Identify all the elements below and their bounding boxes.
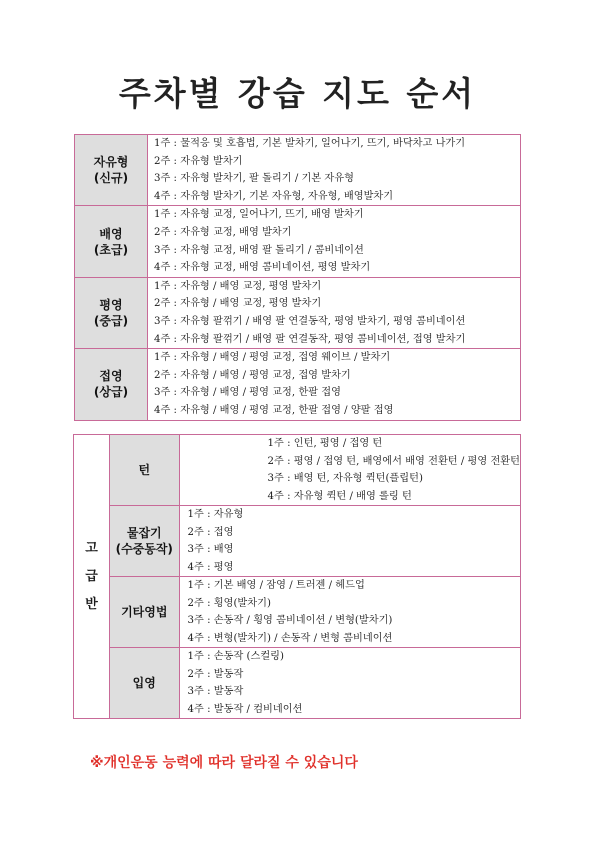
skill-label — [109, 435, 179, 506]
week-line: 3주 : 자유형 발차기, 팔 돌리기 / 기본 자유형 — [154, 173, 354, 185]
table-row — [75, 277, 521, 348]
advanced-label-char: 반 — [85, 596, 98, 612]
week-line: 2주 : 자유형 / 배영 / 평영 교정, 접영 발차기 — [154, 369, 351, 381]
level-grade: (상급) — [93, 385, 129, 400]
skill-name: 기타영법 — [121, 605, 168, 619]
skill-label — [109, 648, 179, 719]
week-line: 2주 : 자유형 교정, 배영 발차기 — [154, 226, 292, 238]
week-line: 1주 : 인턴, 평영 / 접영 턴 — [267, 438, 383, 449]
week-line: 2주 : 자유형 발차기 — [154, 155, 243, 167]
skill-label — [109, 577, 179, 648]
level-grade: (중급) — [93, 313, 129, 328]
advanced-label-char: 급 — [85, 568, 98, 584]
table-row — [75, 135, 521, 206]
level-name: 자유형 — [93, 155, 129, 170]
week-line: 4주 : 자유형 교정, 배영 콤비네이션, 평영 발차기 — [154, 262, 371, 274]
table-row — [74, 648, 521, 719]
level-grade: (초급) — [93, 242, 129, 257]
week-line: 1주 : 자유형 / 배영 교정, 평영 발차기 — [154, 280, 322, 292]
week-line: 3주 : 손동작 / 횡영 콤비네이션 / 변형(발차기) — [187, 615, 393, 626]
week-line: 2주 : 자유형 / 배영 교정, 평영 발차기 — [154, 298, 322, 310]
level-label — [75, 277, 148, 348]
week-line: 1주 : 자유형 — [187, 509, 244, 520]
week-line: 2주 : 횡영(발차기) — [187, 597, 271, 609]
week-line: 4주 : 자유형 팔꺾기 / 배영 팔 연결동작, 평영 콤비네이션, 접영 발차기 — [154, 333, 466, 345]
week-line: 3주 : 자유형 교정, 배영 팔 돌리기 / 콤비네이션 — [154, 244, 364, 256]
advanced-schedule-table — [73, 434, 521, 719]
table-row — [74, 435, 521, 506]
week-line: 3주 : 자유형 / 배영 / 평영 교정, 한팔 접영 — [154, 387, 341, 399]
level-label — [75, 206, 148, 277]
week-line: 3주 : 배영 — [187, 544, 234, 555]
week-line: 2주 : 평영 / 접영 턴, 배영에서 배영 전환턴 / 평영 전환턴 — [267, 455, 520, 467]
level-label — [75, 135, 148, 206]
table-row — [75, 349, 521, 420]
skill-label — [109, 506, 179, 577]
beginner-schedule-table — [74, 134, 521, 421]
week-list — [179, 577, 520, 648]
skill-name: 물잡기 — [126, 526, 162, 540]
level-grade: (신규) — [93, 171, 129, 186]
week-line: 2주 : 발동작 — [187, 668, 244, 680]
week-line: 3주 : 자유형 팔꺾기 / 배영 팔 연결동작, 평영 발차기, 평영 콤비네이션 — [154, 315, 466, 327]
level-name: 배영 — [99, 226, 123, 241]
advanced-class-label — [74, 435, 110, 719]
ability-notice: ※개인운동 능력에 따라 달라질 수 있습니다 — [90, 755, 358, 771]
week-line: 4주 : 평영 — [187, 561, 234, 573]
week-line: 4주 : 자유형 퀵턴 / 배영 롤링 턴 — [267, 490, 412, 502]
table-row — [75, 206, 521, 277]
week-list — [148, 206, 521, 277]
week-line: 1주 : 자유형 / 배영 / 평영 교정, 접영 웨이브 / 발차기 — [154, 352, 391, 364]
week-line: 4주 : 자유형 / 배영 / 평영 교정, 한팔 접영 / 양팔 접영 — [154, 404, 394, 416]
table-row — [74, 577, 521, 648]
week-list — [179, 506, 520, 577]
week-list — [179, 648, 520, 719]
page-title: 주차별 강습 지도 순서 — [118, 74, 477, 113]
week-list — [148, 277, 521, 348]
level-name: 평영 — [99, 297, 123, 312]
level-label — [75, 349, 148, 420]
week-line: 4주 : 자유형 발차기, 기본 자유형, 자유형, 배영발차기 — [154, 190, 394, 202]
skill-name: 턴 — [138, 463, 151, 477]
skill-subname: (수중동작) — [115, 542, 173, 556]
week-line: 2주 : 접영 — [187, 526, 234, 538]
week-list — [179, 435, 520, 506]
table-row — [74, 506, 521, 577]
week-line: 3주 : 배영 턴, 자유형 퀵턴(플립턴) — [267, 473, 423, 484]
week-line: 1주 : 자유형 교정, 일어나기, 뜨기, 배영 발차기 — [154, 209, 364, 221]
advanced-label-char: 고 — [85, 540, 98, 556]
skill-name: 입영 — [132, 676, 156, 690]
week-line: 4주 : 변형(발차기) / 손동작 / 변형 콤비네이션 — [187, 632, 393, 644]
week-line: 1주 : 물적응 및 호흡법, 기본 발차기, 일어나기, 뜨기, 바닥차고 나가기 — [154, 138, 466, 149]
week-list — [148, 349, 521, 420]
level-name: 접영 — [99, 369, 123, 384]
week-line: 1주 : 기본 배영 / 잠영 / 트러젠 / 헤드업 — [187, 580, 365, 591]
week-list — [148, 135, 521, 206]
week-line: 1주 : 손동작 (스컬링) — [187, 651, 284, 662]
week-line: 3주 : 발동작 — [187, 686, 244, 697]
week-line: 4주 : 발동작 / 컴비네이션 — [187, 703, 303, 715]
